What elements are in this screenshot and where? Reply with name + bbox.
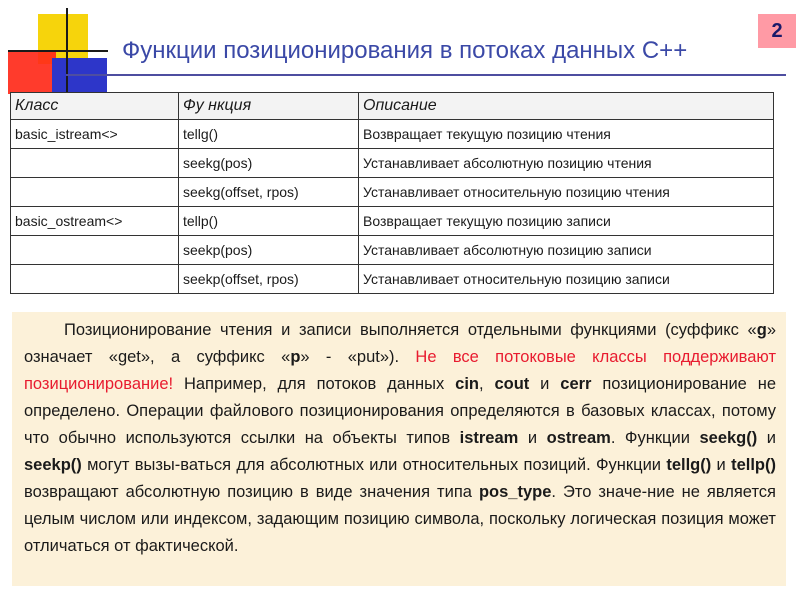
bold-term: cin [455,375,479,393]
bold-term: ostream [546,429,611,447]
functions-table [10,92,774,294]
bold-term: pos_type [478,483,552,501]
cell-function: seekp(offset, rpos) [179,265,359,294]
cell-description: Устанавливает абсолютную позицию чтения [359,149,774,178]
decor-blue-square [52,58,107,95]
text-fragment: . Функции [610,429,700,447]
bold-term: istream [459,429,519,447]
table-row [11,120,774,149]
table-row [11,149,774,178]
text-fragment: » означает «get», а суффикс « [24,321,776,366]
cell-class: basic_istream<> [11,120,179,149]
slide-number-badge: 2 [758,14,796,48]
text-fragment: и [518,429,547,447]
decor-horizontal-line [8,50,108,52]
decor-red-square [8,50,56,94]
bold-term: cout [494,375,530,393]
table-row [11,178,774,207]
header-class: Класс [11,93,179,120]
text-fragment: Позиционирование чтения и записи выполняется отдельными функциями (суффикс « [64,321,757,339]
text-fragment: позиционирование не определено. Операции файлового позиционирования определяются в базовых классах, потому что обычно используются ссылки на объекты типов [24,375,777,447]
cell-function: seekp(pos) [179,236,359,265]
table-header-row [11,93,774,120]
bold-term: tellp() [731,456,777,474]
header-description: Описание [359,93,774,120]
text-fragment: и [529,375,561,393]
cell-class [11,265,179,294]
bold-term: cerr [560,375,592,393]
text-fragment: » - «put»). [300,348,416,366]
text-fragment: Например, для потоков данных [173,375,456,393]
table-row [11,236,774,265]
cell-class [11,178,179,207]
slide-title: Функции позиционирования в потоках данных С++ [122,37,688,64]
text-fragment: и [757,429,776,447]
cell-function: seekg(pos) [179,149,359,178]
cell-class [11,236,179,265]
cell-function: tellp() [179,207,359,236]
description-paragraph [12,312,786,586]
table-row [11,265,774,294]
title-underline [66,74,786,76]
cell-function: tellg() [179,120,359,149]
cell-description: Устанавливает относительную позицию чтения [359,178,774,207]
text-fragment: . Это значе-ние не является целым числом или индексом, задающим позицию символа, поскольку логическая позиция может отличаться от фактической. [24,483,776,555]
cell-class: basic_ostream<> [11,207,179,236]
cell-function: seekg(offset, rpos) [179,178,359,207]
bold-term: seekg() [699,429,758,447]
text-fragment: возвращают абсолютную позицию в виде значения типа [24,483,479,501]
text-fragment: могут вызы-ваться для абсолютных или относительных позиций. Функции [81,456,667,474]
bold-term: p [290,348,301,366]
cell-description: Устанавливает относительную позицию записи [359,265,774,294]
cell-description: Устанавливает абсолютную позицию записи [359,236,774,265]
cell-description: Возвращает текущую позицию чтения [359,120,774,149]
cell-class [11,149,179,178]
text-fragment: , [478,375,495,393]
cell-description: Возвращает текущую позицию записи [359,207,774,236]
bold-term: g [756,321,767,339]
header-function: Фу нкция [179,93,359,120]
text-fragment: и [711,456,732,474]
table-row [11,207,774,236]
bold-term: tellg() [666,456,712,474]
warning-text: Не все потоковые классы поддерживают позиционирование! [24,348,777,393]
bold-term: seekp() [24,456,82,474]
